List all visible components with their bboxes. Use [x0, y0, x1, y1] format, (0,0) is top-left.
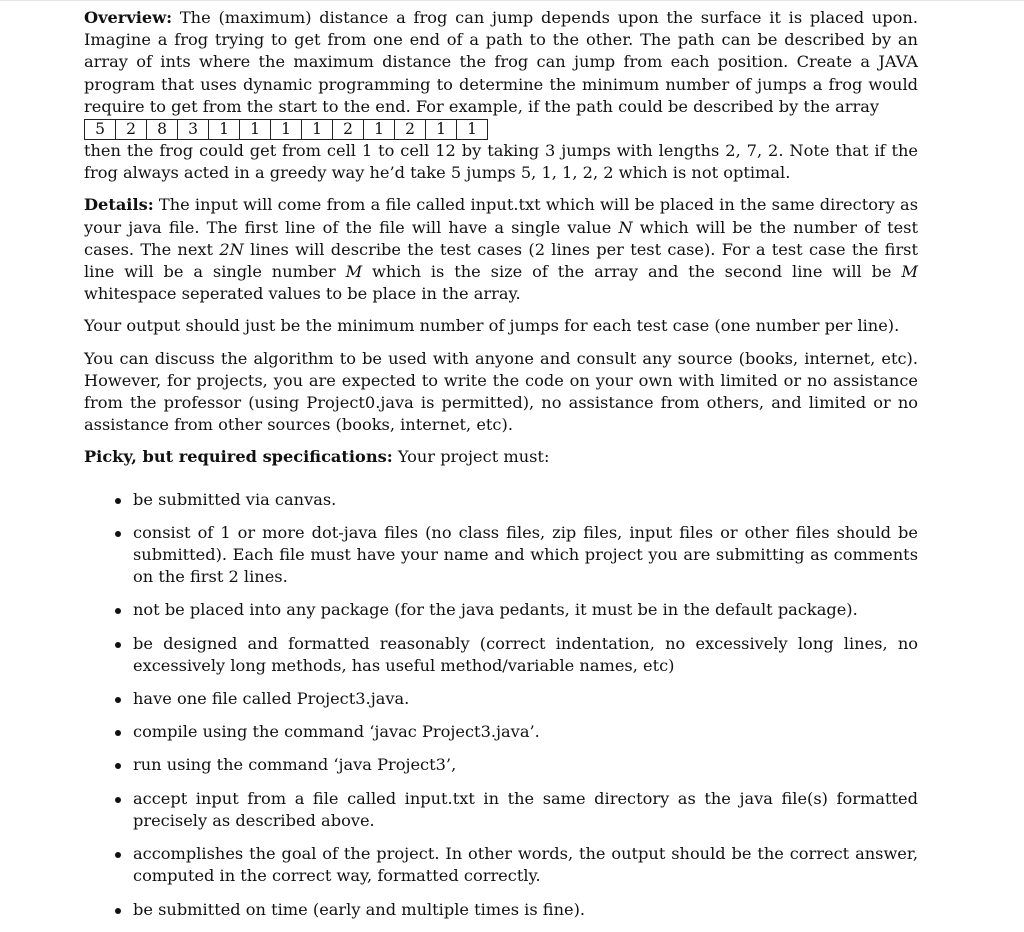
details-text: which is the size of the array and the second line will be: [372, 262, 892, 282]
array-cell: 3: [177, 119, 209, 140]
list-item: be submitted on time (early and multiple times is fine).: [84, 899, 918, 921]
var-m: M: [345, 262, 363, 282]
var-m: M: [901, 262, 918, 282]
specs-list: [84, 489, 918, 921]
output-paragraph: Your output should just be the minimum number of jumps for each test case (one number per line).: [84, 316, 900, 336]
list-item: be submitted via canvas.: [84, 489, 918, 511]
list-item: not be placed into any package (for the java pedants, it must be in the default package).: [84, 599, 918, 621]
specs-lead: Your project must:: [397, 447, 550, 467]
overview-continuation: then the frog could get from cell 1 to cell 12 by taking 3 jumps with lengths 2, 7, 2. Note that if the frog always acted in a greedy way he’d take 5 jumps 5, 1, 1, 2, 2 which is not optimal.: [84, 141, 918, 183]
array-cell: 1: [301, 119, 333, 140]
assignment-document: [84, 7, 918, 932]
array-cell: 1: [239, 119, 271, 140]
page-top-rule: [0, 0, 1024, 1]
policy-paragraph: You can discuss the algorithm to be used with anyone and consult any source (books, internet, etc). However, for projects, you are expected to write the code on your own with limited or no assistance from the professor (using Project0.java is permitted), no assistance from others, and limited or no assistance from other sources (books, internet, etc).: [84, 348, 918, 435]
array-cell: 2: [394, 119, 426, 140]
array-cell: 1: [456, 119, 488, 140]
array-cell: 2: [332, 119, 364, 140]
details-text: lines will describe the test cases (2 lines per test case). For a test case the first line will be a single number: [84, 239, 918, 282]
list-item: accept input from a file called input.txt in the same directory as the java file(s) formatted precisely as described above.: [84, 788, 918, 832]
list-item: consist of 1 or more dot-java files (no class files, zip files, input files or other files should be submitted). Each file must have your name and which project you are submitting as comments on the first 2 lines.: [84, 522, 918, 589]
list-item: be designed and formatted reasonably (correct indentation, no excessively long lines, no excessively long methods, has useful method/variable names, etc): [84, 633, 918, 677]
var-2n: 2N: [219, 239, 244, 259]
list-item: run using the command ‘java Project3’,: [84, 754, 918, 776]
overview-paragraph: [84, 7, 918, 118]
details-heading: Details:: [84, 195, 154, 215]
list-item: have one file called Project3.java.: [84, 688, 918, 710]
list-item: accomplishes the goal of the project. In other words, the output should be the correct answer, computed in the correct way, formatted correctly.: [84, 843, 918, 887]
array-cell: 1: [363, 119, 395, 140]
array-cell: 1: [270, 119, 302, 140]
array-cell: 2: [115, 119, 147, 140]
array-cell: 1: [208, 119, 240, 140]
details-paragraph: [84, 194, 918, 305]
details-text: which will be the number of test cases. The next: [84, 217, 918, 259]
example-array: [84, 119, 918, 140]
specs-paragraph: [84, 446, 918, 468]
specs-heading: Picky, but required specifications:: [84, 447, 393, 467]
overview-text: The (maximum) distance a frog can jump depends upon the surface it is placed upon. Imagine a frog trying to get from one end of a path to the other. The path can be described by an array of ints where the maximum distance the frog can jump from each position. Create a JAVA program that uses dynamic programming to determine the minimum number of jumps a frog would require to get from the start to the end. For example, if the path could be described by the array: [84, 8, 918, 116]
array-cell: 5: [84, 119, 116, 140]
array-cell: 1: [425, 119, 457, 140]
var-n: N: [618, 217, 633, 237]
overview-heading: Overview:: [84, 8, 173, 27]
details-text: The input will come from a file called input.txt which will be placed in the same directory as your java file. The first line of the file will have a single value: [84, 195, 918, 237]
list-item: compile using the command ‘javac Project3.java’.: [84, 721, 918, 743]
array-cell: 8: [146, 119, 178, 140]
details-text: whitespace seperated values to be place in the array.: [84, 284, 521, 304]
